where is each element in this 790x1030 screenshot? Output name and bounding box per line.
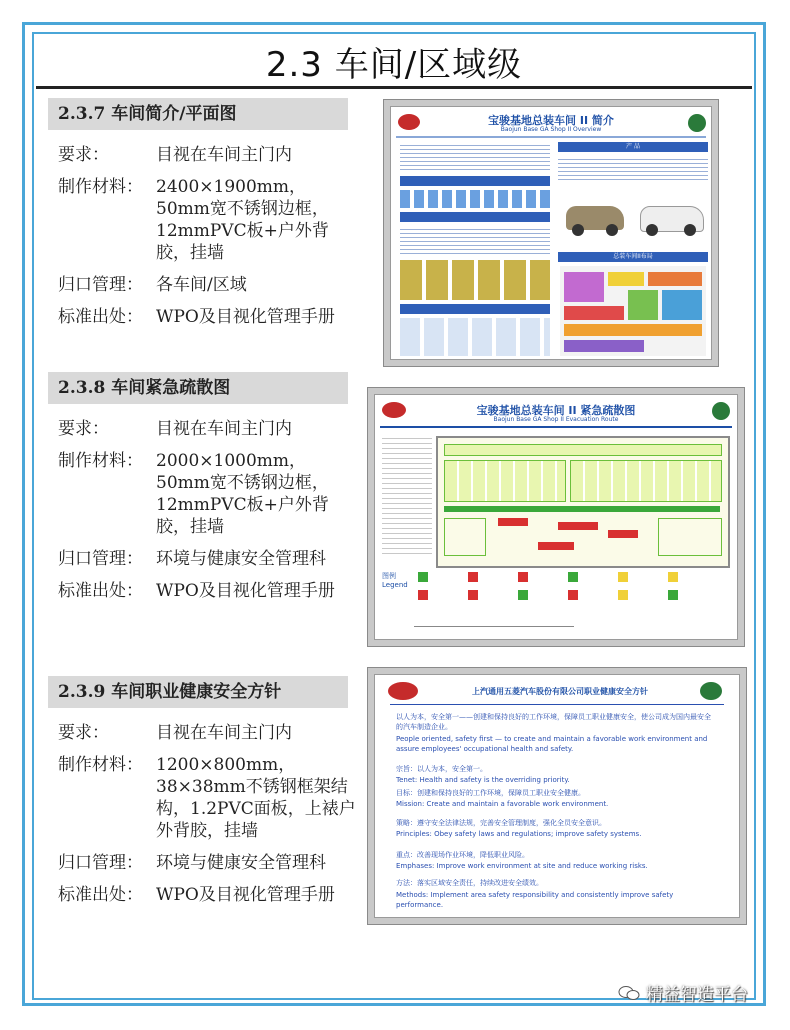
poster-evacuation-map <box>368 388 744 646</box>
header-divider <box>396 136 706 138</box>
photo-strip <box>400 260 550 300</box>
row-value: WPO及目视化管理手册 <box>156 581 335 601</box>
row-key: 制作材料： <box>58 177 143 197</box>
improvement-blocks <box>400 318 550 356</box>
policy-line: Methods: Implement area safety responsibility and consistently improve safety performance. <box>396 891 674 909</box>
poster-safety-policy <box>368 668 746 924</box>
policy-line: 重点：改善现场作业环境，降低职业风险。 <box>396 851 529 859</box>
row-value: 1200×800mm，38×38mm不锈钢框架结构，1.2PVC面板，上裱户外背胶，挂墙 <box>156 755 356 841</box>
layout-map <box>560 266 706 356</box>
poster-title: 上汽通用五菱汽车股份有限公司职业健康安全方针 <box>472 687 648 696</box>
row-key: 制作材料： <box>58 755 143 775</box>
row-key: 要求： <box>58 419 109 439</box>
legend-cn: 图例 <box>382 572 396 580</box>
row-key: 归口管理： <box>58 549 143 569</box>
policy-line: Tenet: Health and safety is the overriding priority. <box>396 776 570 784</box>
process-flow <box>400 190 550 208</box>
row-value: 2400×1900mm，50mm宽不锈钢边框，12mmPVC板+户外背胶，挂墙 <box>156 177 329 263</box>
row-key: 标准出处： <box>58 581 143 601</box>
row-value: 环境与健康安全管理科 <box>156 549 326 569</box>
page-title: 2.3 车间/区域级 <box>265 44 523 85</box>
company-logo-icon <box>398 114 420 130</box>
row-value: 目视在车间主门内 <box>156 723 292 743</box>
row-standard <box>48 580 368 602</box>
section-safety-policy <box>48 676 368 906</box>
watermark-text: 精益智造平台 <box>646 985 748 1005</box>
products-text <box>558 156 708 182</box>
policy-line: People oriented, safety first — to create and maintain a favorable work environment and assure employees' occupational health and safety. <box>396 735 708 753</box>
row-key: 要求： <box>58 145 109 165</box>
poster-title: 宝骏基地总装车间 II 紧急疏散图 <box>476 404 636 417</box>
car-image-right <box>636 192 706 242</box>
row-key: 要求： <box>58 723 109 743</box>
section-heading: 2.3.9 车间职业健康安全方针 <box>48 676 348 708</box>
policy-line: 宗旨：以人为本，安全第一。 <box>396 765 487 773</box>
row-value: WPO及目视化管理手册 <box>156 307 335 327</box>
row-material <box>48 754 368 842</box>
row-standard <box>48 306 368 328</box>
policy-line: 目标：创建和保持良好的工作环境，保障员工职业安全健康。 <box>396 789 585 797</box>
row-value: 目视在车间主门内 <box>156 419 292 439</box>
legend-label <box>382 572 412 590</box>
row-material <box>48 450 368 538</box>
signature-line <box>414 626 574 627</box>
poster-subtitle: Baojun Base GA Shop II Overview <box>500 126 602 133</box>
section-evacuation <box>48 372 368 602</box>
floor-plan <box>436 436 730 568</box>
car-image-left <box>562 192 628 242</box>
row-requirement <box>48 722 368 744</box>
products-bar: 产 品 <box>558 142 708 152</box>
section-heading: 2.3.7 车间简介/平面图 <box>48 98 348 130</box>
poster-workshop-overview <box>384 100 718 366</box>
header-divider <box>380 426 732 428</box>
policy-line: Emphases: Improve work environment at site and reduce working risks. <box>396 862 648 870</box>
row-value: WPO及目视化管理手册 <box>156 885 335 905</box>
row-management <box>48 852 368 874</box>
legend-en: Legend <box>382 581 408 589</box>
row-requirement <box>48 144 368 166</box>
row-key: 制作材料： <box>58 451 143 471</box>
row-material <box>48 176 368 264</box>
row-management <box>48 274 368 296</box>
row-value: 各车间/区域 <box>156 275 247 295</box>
row-requirement <box>48 418 368 440</box>
row-standard <box>48 884 368 906</box>
section-bar <box>400 212 550 222</box>
company-logo-icon <box>388 682 418 700</box>
row-key: 归口管理： <box>58 275 143 295</box>
layout-bar: 总装车间II布局 <box>558 252 708 262</box>
brand-logo-icon <box>712 402 730 420</box>
brand-logo-icon <box>700 682 722 700</box>
title-divider <box>36 86 752 89</box>
header-divider <box>390 704 724 705</box>
highlights-text <box>400 226 550 256</box>
section-heading: 2.3.8 车间紧急疏散图 <box>48 372 348 404</box>
policy-line: 以人为本，安全第一——创建和保持良好的工作环境，保障员工职业健康安全，使公司成为国内最安全的汽车制造企业。 <box>396 713 711 731</box>
page-title-bar <box>36 36 752 86</box>
poster-title: 宝骏基地总装车间 II 简介 <box>488 114 614 127</box>
row-value: 2000×1000mm，50mm宽不锈钢边框，12mmPVC板+户外背胶，挂墙 <box>156 451 329 537</box>
row-value: 目视在车间主门内 <box>156 145 292 165</box>
poster-subtitle: Baojun Base GA Shop II Evacuation Route <box>493 416 619 423</box>
row-value: 环境与健康安全管理科 <box>156 853 326 873</box>
section-bar <box>400 176 550 186</box>
policy-line: 方法：落实区域安全责任，持续改进安全绩效。 <box>396 879 543 887</box>
brand-logo-icon <box>688 114 706 132</box>
row-management <box>48 548 368 570</box>
policy-line: 策略：遵守安全法律法规，完善安全管理制度，强化全员安全意识。 <box>396 819 606 827</box>
policy-line: Mission: Create and maintain a favorable work environment. <box>396 800 609 808</box>
policy-line: Principles: Obey safety laws and regulations; improve safety systems. <box>396 830 642 838</box>
row-key: 标准出处： <box>58 885 143 905</box>
row-key: 标准出处： <box>58 307 143 327</box>
section-workshop-overview <box>48 98 368 328</box>
wechat-icon <box>618 985 640 1001</box>
watermark <box>618 980 748 1005</box>
row-key: 归口管理： <box>58 853 143 873</box>
legend-items <box>418 572 726 612</box>
section-bar <box>400 304 550 314</box>
intro-text-block <box>400 142 550 172</box>
legend-text-column <box>382 434 432 554</box>
